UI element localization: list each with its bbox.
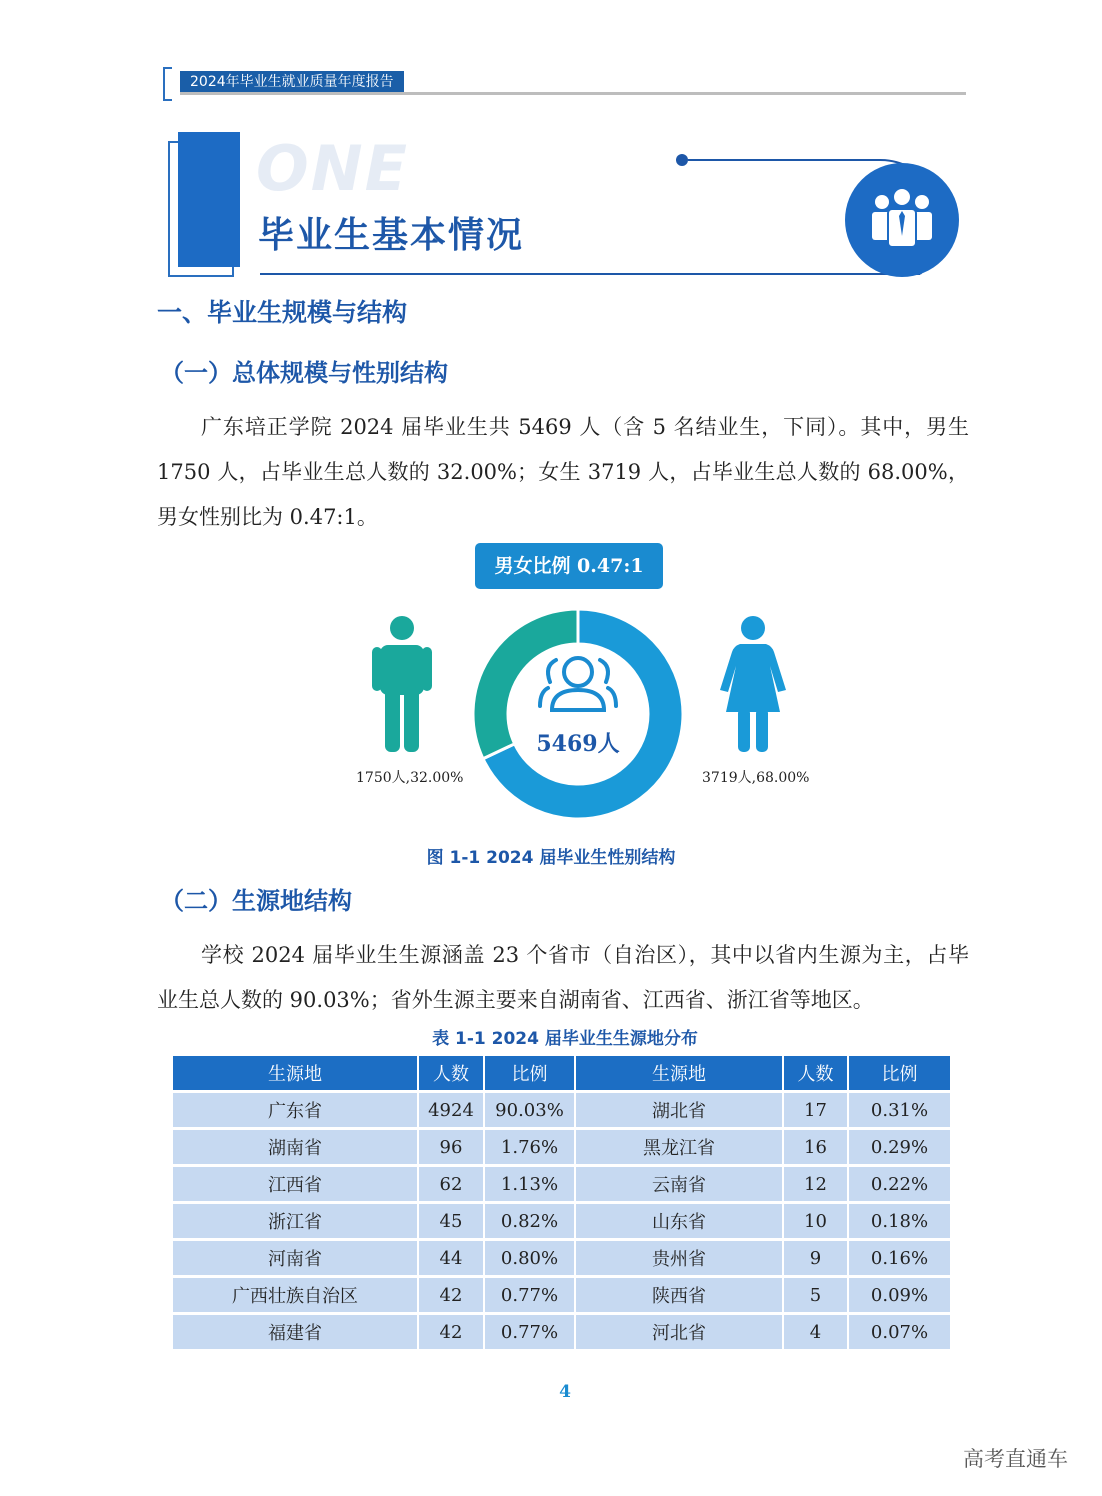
table-cell: 0.18% bbox=[849, 1204, 950, 1238]
table-cell: 湖北省 bbox=[576, 1093, 782, 1127]
table-cell: 0.77% bbox=[485, 1315, 574, 1349]
chapter-decoration bbox=[240, 140, 980, 290]
header-rule bbox=[180, 92, 966, 95]
table-cell: 62 bbox=[419, 1167, 483, 1201]
report-title: 2024年毕业生就业质量年度报告 bbox=[180, 71, 404, 93]
table-cell: 山东省 bbox=[576, 1204, 782, 1238]
table-cell: 90.03% bbox=[485, 1093, 574, 1127]
table-cell: 0.16% bbox=[849, 1241, 950, 1275]
table-row bbox=[173, 1167, 950, 1201]
table-cell: 1.76% bbox=[485, 1130, 574, 1164]
watermark: 高考直通车 bbox=[963, 1447, 1068, 1471]
table-caption: 表 1-1 2024 届毕业生生源地分布 bbox=[432, 1029, 698, 1049]
table-cell: 0.09% bbox=[849, 1278, 950, 1312]
table-cell: 0.29% bbox=[849, 1130, 950, 1164]
table-cell: 0.31% bbox=[849, 1093, 950, 1127]
table-cell: 福建省 bbox=[173, 1315, 417, 1349]
table-cell: 16 bbox=[784, 1130, 847, 1164]
table-cell: 44 bbox=[419, 1241, 483, 1275]
gender-paragraph: 广东培正学院 2024 届毕业生共 5469 人（含 5 名结业生，下同）。其中，男生 1750 人，占毕业生总人数的 32.00%；女生 3719 人，占毕业生总人数的 68.00%，男女性别比为 0.47:1。 bbox=[157, 415, 969, 529]
subsection-heading-gender: （一）总体规模与性别结构 bbox=[160, 359, 448, 387]
table-row bbox=[173, 1204, 950, 1238]
table-row bbox=[173, 1315, 950, 1349]
female-slice-label: 3719人,68.00% bbox=[702, 770, 810, 786]
subsection-heading-origin: （二）生源地结构 bbox=[160, 887, 352, 915]
table-cell: 42 bbox=[419, 1315, 483, 1349]
header-cell: 比例 bbox=[485, 1056, 574, 1090]
male-figure-icon bbox=[370, 612, 434, 754]
page-number: 4 bbox=[559, 1382, 571, 1402]
chart-title-badge: 男女比例 0.47:1 bbox=[475, 543, 663, 589]
table-cell: 1.13% bbox=[485, 1167, 574, 1201]
table-cell: 0.80% bbox=[485, 1241, 574, 1275]
section-heading: 一、毕业生规模与结构 bbox=[157, 298, 408, 327]
gender-donut-chart bbox=[460, 596, 696, 832]
female-figure-icon bbox=[718, 612, 788, 754]
table-cell: 浙江省 bbox=[173, 1204, 417, 1238]
table-cell: 0.22% bbox=[849, 1167, 950, 1201]
origin-paragraph: 学校 2024 届毕业生生源涵盖 23 个省市（自治区），其中以省内生源为主，占毕业生总人数的 90.03%；省外生源主要来自湖南省、江西省、浙江省等地区。 bbox=[157, 943, 969, 1012]
table-cell: 42 bbox=[419, 1278, 483, 1312]
table-cell: 96 bbox=[419, 1130, 483, 1164]
table-cell: 陕西省 bbox=[576, 1278, 782, 1312]
table-cell: 河南省 bbox=[173, 1241, 417, 1275]
table-cell: 45 bbox=[419, 1204, 483, 1238]
table-cell: 湖南省 bbox=[173, 1130, 417, 1164]
header-cell: 生源地 bbox=[173, 1056, 417, 1090]
chapter-block bbox=[178, 132, 240, 267]
table-cell: 河北省 bbox=[576, 1315, 782, 1349]
header-cell: 比例 bbox=[849, 1056, 950, 1090]
people-group-icon bbox=[845, 163, 959, 277]
origin-table bbox=[171, 1053, 952, 1352]
table-cell: 黑龙江省 bbox=[576, 1130, 782, 1164]
table-row bbox=[173, 1093, 950, 1127]
table-cell: 江西省 bbox=[173, 1167, 417, 1201]
table-cell: 4924 bbox=[419, 1093, 483, 1127]
table-cell: 0.82% bbox=[485, 1204, 574, 1238]
header-cell: 人数 bbox=[784, 1056, 847, 1090]
table-cell: 云南省 bbox=[576, 1167, 782, 1201]
table-row bbox=[173, 1278, 950, 1312]
donut-center-total: 5469人 bbox=[536, 731, 620, 757]
header-cell: 人数 bbox=[419, 1056, 483, 1090]
figure-caption: 图 1-1 2024 届毕业生性别结构 bbox=[426, 848, 676, 868]
table-row bbox=[173, 1130, 950, 1164]
table-row bbox=[173, 1241, 950, 1275]
table-cell: 0.07% bbox=[849, 1315, 950, 1349]
table-cell: 12 bbox=[784, 1167, 847, 1201]
people-outline-icon bbox=[540, 658, 616, 710]
table-cell: 5 bbox=[784, 1278, 847, 1312]
header-bracket bbox=[163, 67, 172, 101]
table-cell: 4 bbox=[784, 1315, 847, 1349]
table-header-row bbox=[173, 1056, 950, 1090]
header-cell: 生源地 bbox=[576, 1056, 782, 1090]
table-cell: 9 bbox=[784, 1241, 847, 1275]
table-cell: 贵州省 bbox=[576, 1241, 782, 1275]
table-cell: 0.77% bbox=[485, 1278, 574, 1312]
chapter-title: 毕业生基本情况 bbox=[258, 215, 525, 256]
table-cell: 10 bbox=[784, 1204, 847, 1238]
male-slice-label: 1750人,32.00% bbox=[356, 770, 464, 786]
chapter-number-word: ONE bbox=[256, 132, 409, 205]
table-cell: 17 bbox=[784, 1093, 847, 1127]
table-cell: 广西壮族自治区 bbox=[173, 1278, 417, 1312]
table-cell: 广东省 bbox=[173, 1093, 417, 1127]
